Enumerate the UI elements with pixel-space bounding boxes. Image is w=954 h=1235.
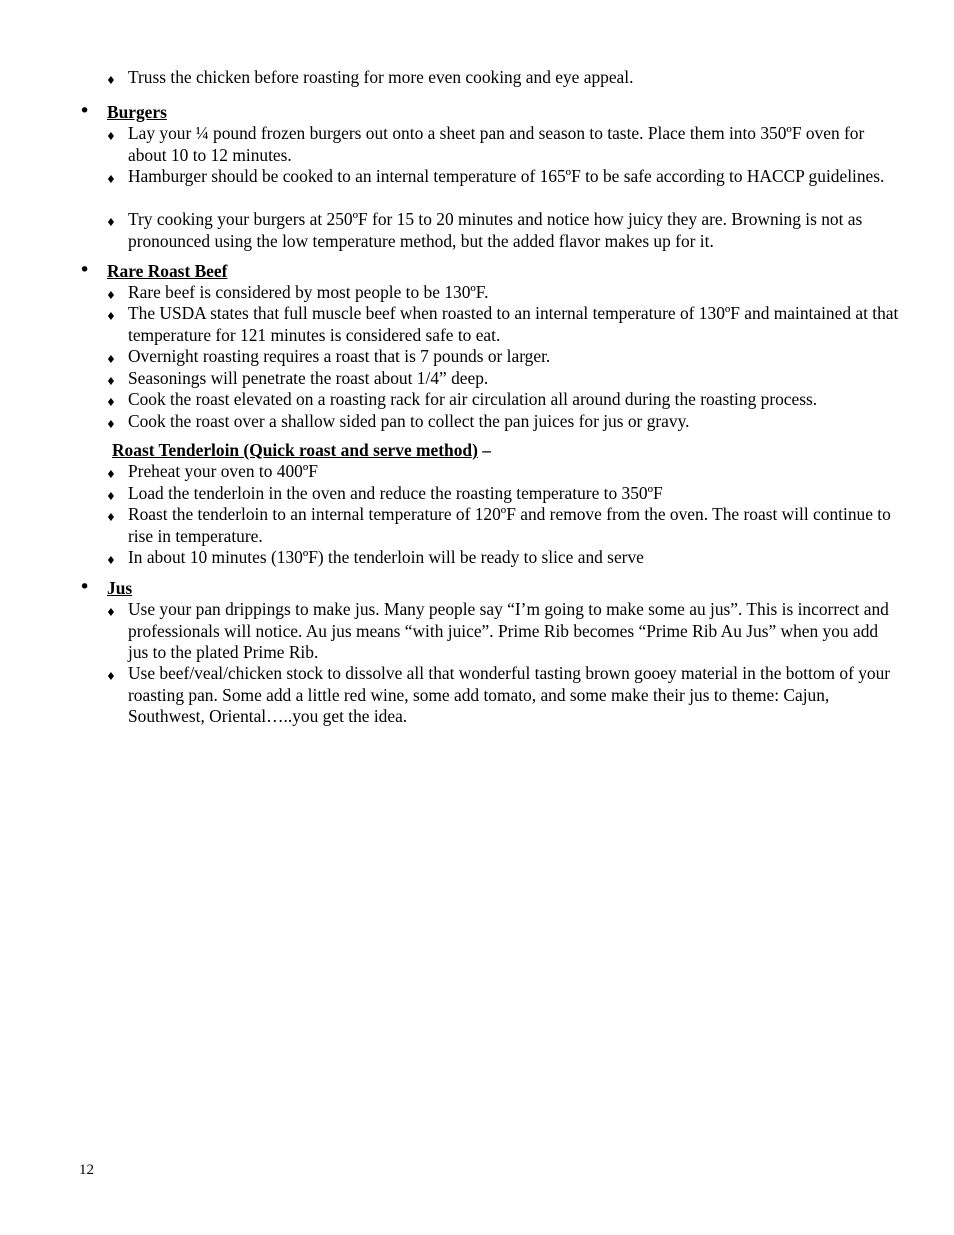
list-item-text: In about 10 minutes (130ºF) the tenderloin will be ready to slice and serve bbox=[128, 547, 644, 567]
list-item-text: Seasonings will penetrate the roast about 1/4” deep. bbox=[128, 368, 489, 388]
list-item-text: Cook the roast over a shallow sided pan to collect the pan juices for jus or gravy. bbox=[128, 411, 690, 431]
list-item-text: Lay your ¼ pound frozen burgers out onto a sheet pan and season to taste. Place them into 350ºF oven for about 10 to 12 minutes. bbox=[128, 123, 865, 165]
list-item-text: Rare beef is considered by most people to be 130ºF. bbox=[128, 282, 489, 302]
diamond-bullet-icon: ♦ bbox=[106, 511, 116, 524]
diamond-bullet-icon: ♦ bbox=[106, 353, 116, 366]
section-heading bbox=[112, 440, 491, 462]
list-item-text: Truss the chicken before roasting for more even cooking and eye appeal. bbox=[128, 67, 634, 87]
list-item-text: Try cooking your burgers at 250ºF for 15 to 20 minutes and notice how juicy they are. Browning is not as pronounced using the low temperature method, but the added flavor makes up for it. bbox=[128, 209, 863, 251]
list-item-text: Hamburger should be cooked to an internal temperature of 165ºF to be safe according to HACCP guidelines. bbox=[128, 166, 885, 186]
diamond-bullet-icon: ♦ bbox=[106, 554, 116, 567]
diamond-bullet-icon: ♦ bbox=[106, 468, 116, 481]
list-item-text: Cook the roast elevated on a roasting rack for air circulation all around during the roasting process. bbox=[128, 389, 818, 409]
list-item-text: Roast the tenderloin to an internal temperature of 120ºF and remove from the oven. The roast will continue to rise in temperature. bbox=[128, 504, 891, 546]
list-item-text: Load the tenderloin in the oven and reduce the roasting temperature to 350ºF bbox=[128, 483, 663, 503]
diamond-bullet-icon: ♦ bbox=[106, 173, 116, 186]
section-heading: Jus bbox=[107, 578, 133, 598]
list-item-text: The USDA states that full muscle beef when roasted to an internal temperature of 130ºF and maintained at that temperature for 121 minutes is considered safe to eat. bbox=[128, 303, 899, 345]
section-heading-text: Roast Tenderloin (Quick roast and serve method) bbox=[112, 440, 478, 460]
bullet-icon: • bbox=[79, 576, 91, 598]
list-item-text: Use beef/veal/chicken stock to dissolve all that wonderful tasting brown gooey material in the bottom of your roasting pan. Some add a little red wine, some add tomato, and some make their jus to theme: Cajun, Southwest, Oriental…..you get the idea. bbox=[128, 663, 891, 726]
diamond-bullet-icon: ♦ bbox=[106, 396, 116, 409]
page-number: 12 bbox=[79, 1162, 94, 1178]
bullet-icon: • bbox=[79, 259, 91, 281]
list-item-text: Preheat your oven to 400ºF bbox=[128, 461, 318, 481]
list-item-text: Overnight roasting requires a roast that is 7 pounds or larger. bbox=[128, 346, 551, 366]
section-heading: Burgers bbox=[107, 102, 167, 122]
diamond-bullet-icon: ♦ bbox=[106, 216, 116, 229]
section-heading: Rare Roast Beef bbox=[107, 261, 228, 281]
diamond-bullet-icon: ♦ bbox=[106, 606, 116, 619]
list-item-text: Use your pan drippings to make jus. Many people say “I’m going to make some au jus”. This is incorrect and professionals will notice. Au jus means “with juice”. Prime Rib becomes “Prime Rib Au Jus” when you add jus to the plated Prime Rib. bbox=[128, 599, 889, 662]
diamond-bullet-icon: ♦ bbox=[106, 289, 116, 302]
diamond-bullet-icon: ♦ bbox=[106, 310, 116, 323]
diamond-bullet-icon: ♦ bbox=[106, 130, 116, 143]
bullet-icon: • bbox=[79, 100, 91, 122]
section-heading-suffix: – bbox=[477, 440, 491, 460]
diamond-bullet-icon: ♦ bbox=[106, 74, 116, 87]
diamond-bullet-icon: ♦ bbox=[106, 375, 116, 388]
diamond-bullet-icon: ♦ bbox=[106, 418, 116, 431]
diamond-bullet-icon: ♦ bbox=[106, 670, 116, 683]
diamond-bullet-icon: ♦ bbox=[106, 490, 116, 503]
